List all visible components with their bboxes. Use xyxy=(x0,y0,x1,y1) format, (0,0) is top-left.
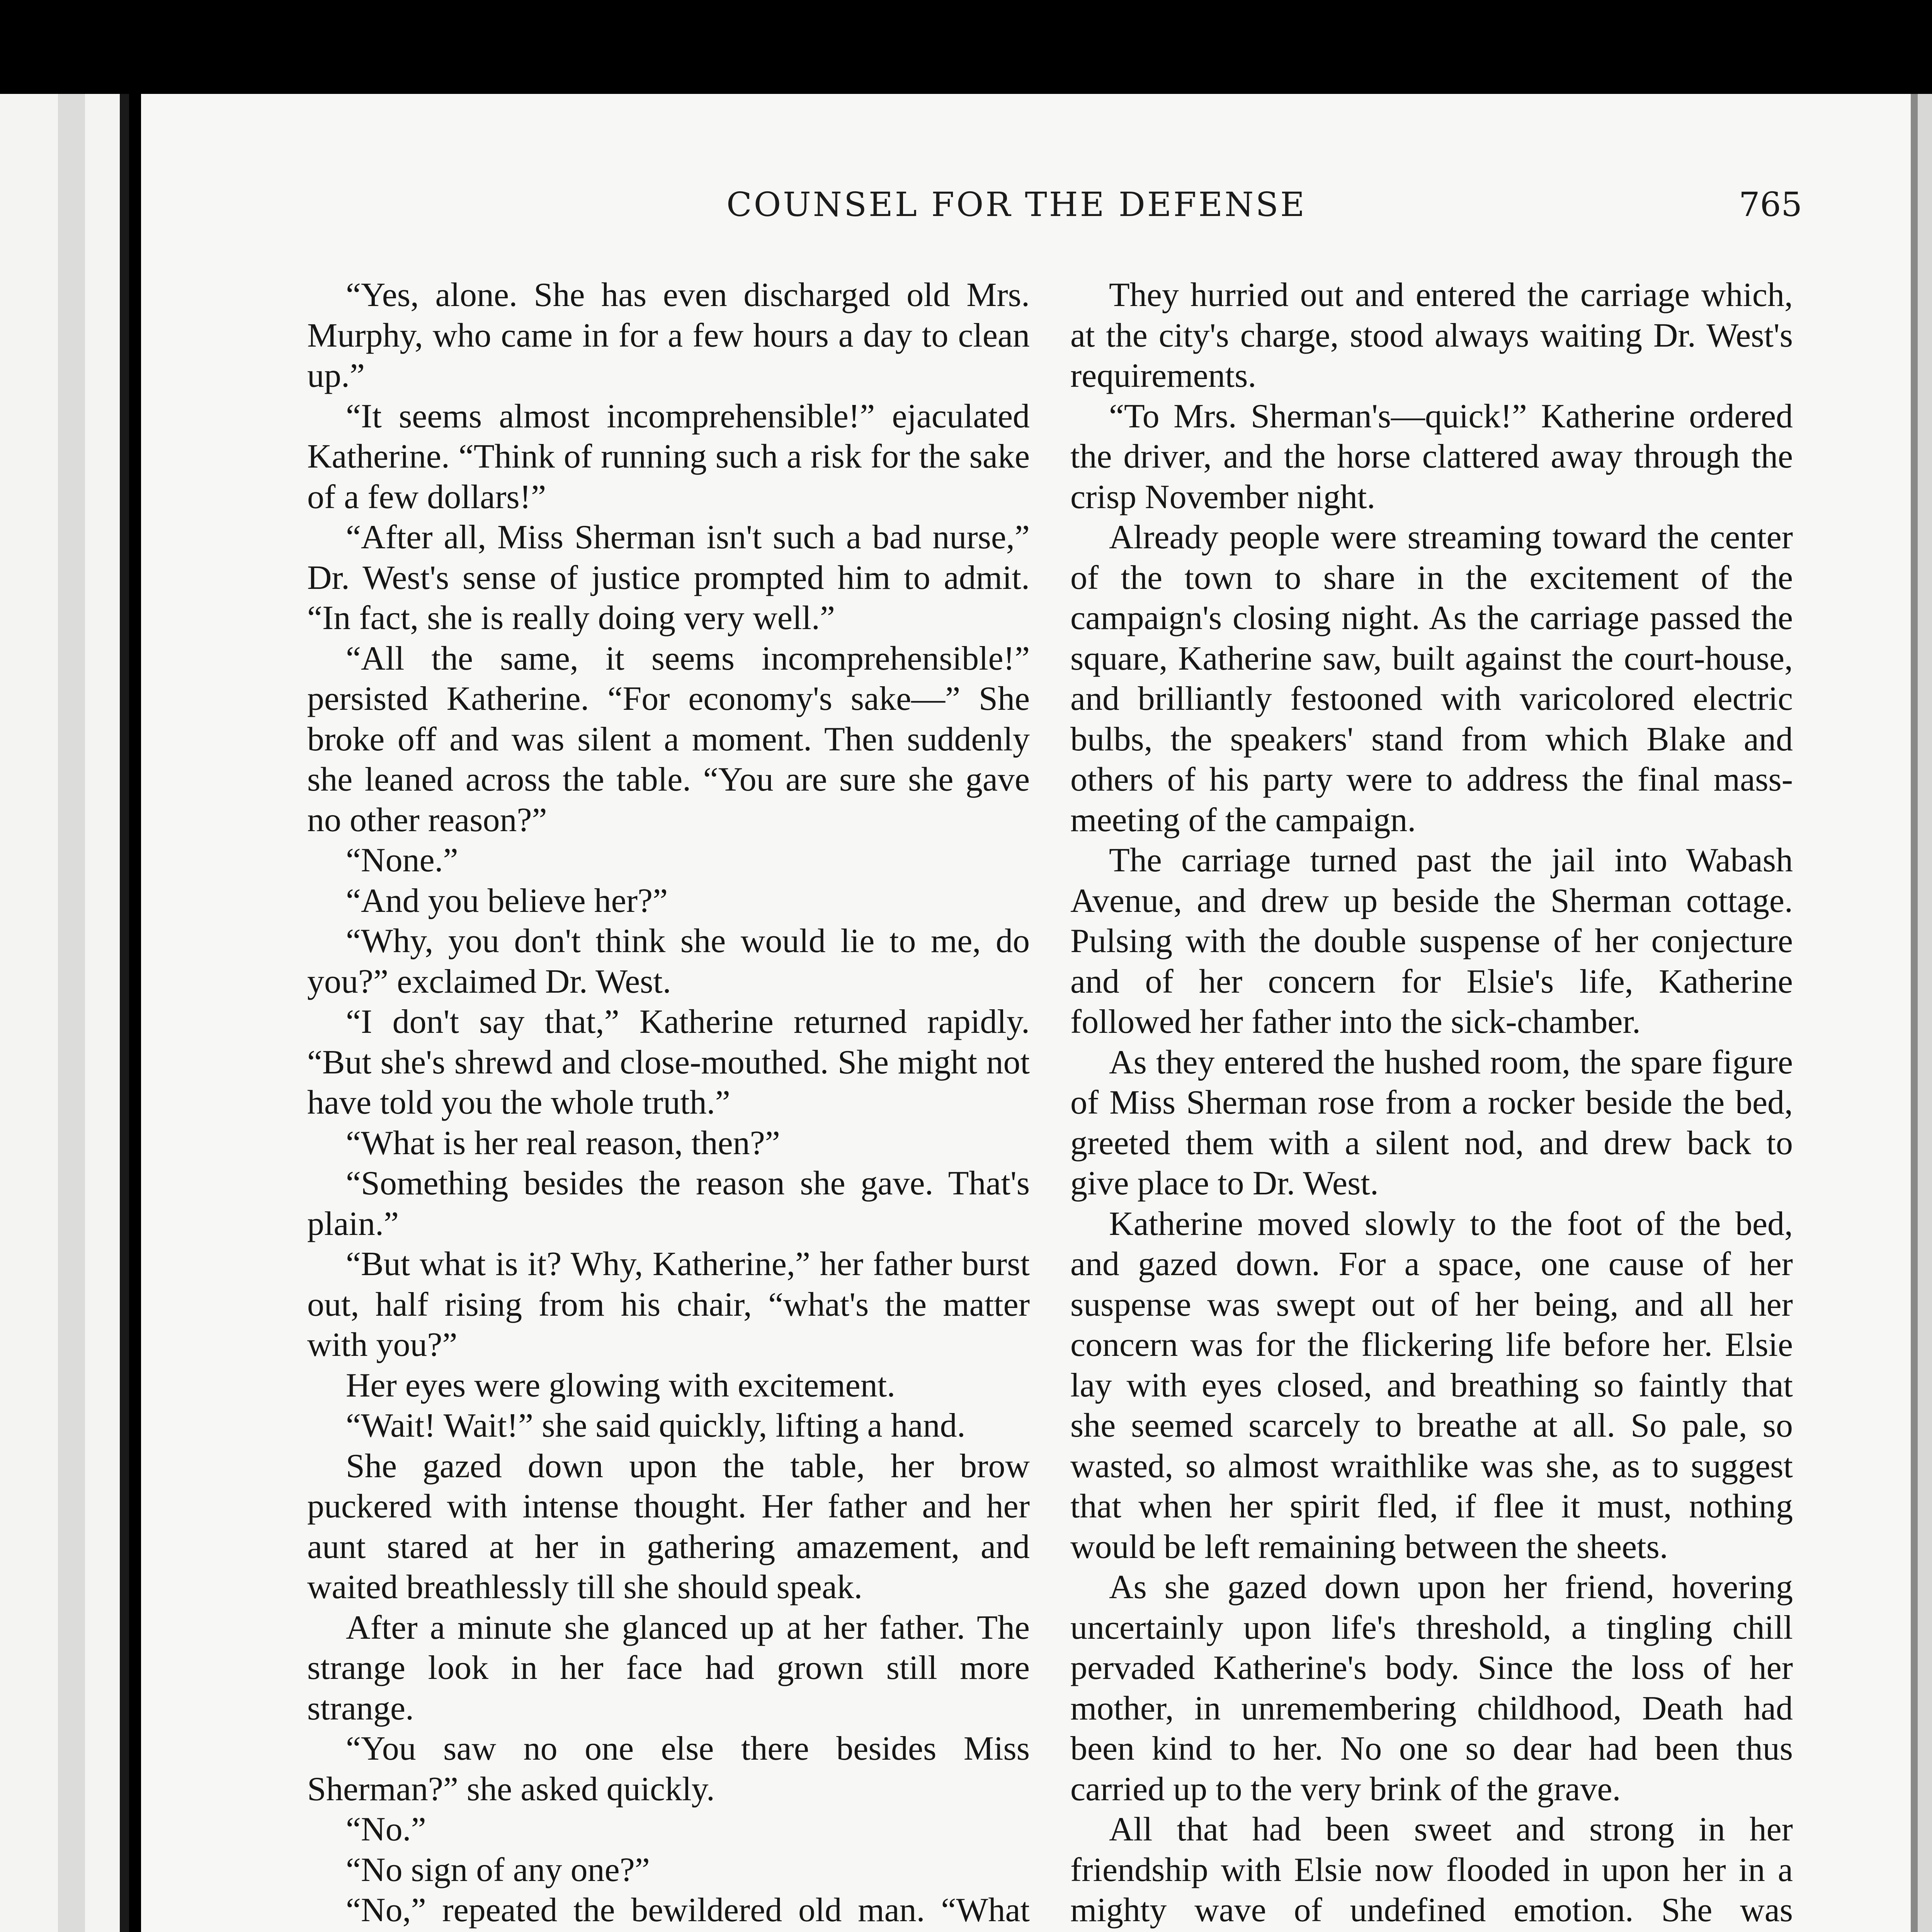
paragraph: “Wait! Wait!” she said quickly, lifting a hand. xyxy=(346,1407,966,1444)
paragraph: The carriage turned past the jail into Wabash Avenue, and drew up beside the Sherman cottage. Pulsing with the double suspense of her conjecture and of her concern for Elsie's life, Katherine followed her father into the sick-chamber. xyxy=(1070,842,1793,1041)
paragraph: “All the same, it seems incomprehensible!” persisted Katherine. “For economy's sake—” She broke off and was silent a moment. Then suddenly she leaned across the table. “You are sure she gave no other reason?” xyxy=(307,639,1030,839)
paragraph: “Yes, alone. She has even discharged old Mrs. Murphy, who came in for a few hours a day to clean up.” xyxy=(307,276,1030,395)
paragraph: She gazed down upon the table, her brow puckered with intense thought. Her father and her aunt stared at her in gathering amazement, and waited breathlessly till she should speak. xyxy=(307,1447,1030,1606)
paragraph: “I don't say that,” Katherine returned rapidly. “But she's shrewd and close-mouthed. She might not have told you the whole truth.” xyxy=(307,1003,1030,1121)
page-number: 765 xyxy=(1739,185,1803,224)
paragraph: “After all, Miss Sherman isn't such a bad nurse,” Dr. West's sense of justice prompted him to admit. “In fact, she is really doing very well.” xyxy=(307,519,1030,637)
paragraph: “To Mrs. Sherman's—quick!” Katherine ordered the driver, and the horse clattered away through the crisp November night. xyxy=(1070,397,1793,516)
paragraph: “It seems almost incomprehensible!” ejaculated Katherine. “Think of running such a risk for the sake of a few dollars!” xyxy=(307,397,1030,516)
running-head: COUNSEL FOR THE DEFENSE xyxy=(726,185,1307,224)
page-edge-curl xyxy=(1911,94,1932,1932)
paragraph: As they entered the hushed room, the spare figure of Miss Sherman rose from a rocker beside the bed, greeted them with a silent nod, and drew back to give place to Dr. West. xyxy=(1070,1043,1793,1202)
paragraph: All that had been sweet and strong in her friendship with Elsie now flooded in upon her in a mighty wave of undefined emotion. She was xyxy=(1070,1811,1793,1929)
paragraph: “No,” repeated the bewildered old man. “What xyxy=(346,1891,1030,1929)
paragraph: “But what is it? Why, Katherine,” her father burst out, half rising from his chair, “what's the matter with you?” xyxy=(307,1245,1030,1364)
paragraph: As she gazed down upon her friend, hovering uncertainly upon life's threshold, a tingling chill pervaded Katherine's body. Since the loss of her mother, in unremembering childhood, Death had been kind to her. No one so dear had been thus carried up to the very brink of the grave. xyxy=(1070,1568,1793,1808)
paragraph: “No.” xyxy=(346,1811,426,1848)
paragraph: “Why, you don't think she would lie to me, do you?” exclaimed Dr. West. xyxy=(307,922,1030,1000)
paragraph: “What is her real reason, then?” xyxy=(346,1124,780,1162)
paragraph: After a minute she glanced up at her father. The strange look in her face had grown still more strange. xyxy=(307,1609,1030,1727)
paragraph: Her eyes were glowing with excitement. xyxy=(346,1366,896,1404)
left-text-column xyxy=(307,275,1030,1932)
paragraph: “And you believe her?” xyxy=(346,882,668,920)
paragraph: Katherine moved slowly to the foot of the bed, and gazed down. For a space, one cause of her suspense was swept out of her being, and all her concern was for the flickering life before her. Elsie lay with eyes closed, and breathing so faintly that she seemed scarcely to breathe at all. So pale, so wasted, so almost wraithlike was she, as to suggest that when her spirit fled, if flee it must, nothing would be left remaining between the sheets. xyxy=(1070,1205,1793,1566)
paragraph: “None.” xyxy=(346,842,458,879)
left-page-gutter-shadow xyxy=(58,94,85,1932)
right-text-column xyxy=(1070,275,1793,1932)
paragraph: “You saw no one else there besides Miss Sherman?” she asked quickly. xyxy=(307,1730,1030,1808)
paragraph: “Something besides the reason she gave. That's plain.” xyxy=(307,1165,1030,1243)
paragraph: Already people were streaming toward the center of the town to share in the excitement of the campaign's closing night. As the carriage passed the square, Katherine saw, built against the court-house, and brilliantly festooned with varicolored electric bulbs, the speakers' stand from which Blake and others of his party were to address the final mass-meeting of the campaign. xyxy=(1070,519,1793,839)
paragraph: They hurried out and entered the carriage which, at the city's charge, stood always waiting Dr. West's requirements. xyxy=(1070,276,1793,395)
paragraph: “No sign of any one?” xyxy=(346,1851,650,1889)
